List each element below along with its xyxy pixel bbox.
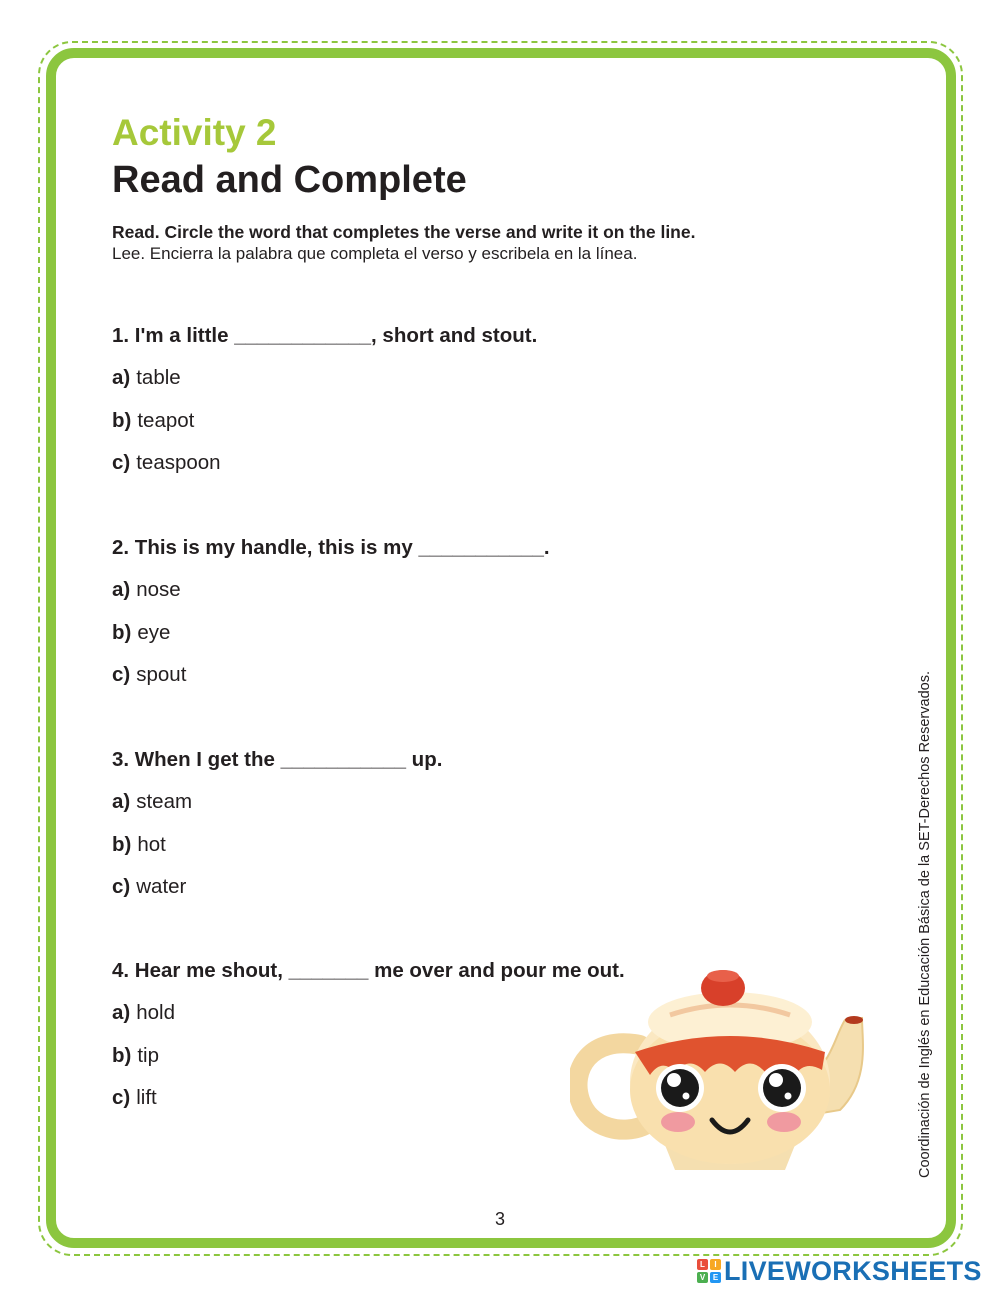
instruction-spanish: Lee. Encierra la palabra que completa el verso y escribela en la línea. bbox=[112, 244, 638, 263]
question-text: 4. Hear me shout, _______ me over and pour me out. bbox=[112, 959, 625, 982]
option-a[interactable] bbox=[112, 790, 732, 833]
liveworksheets-logo[interactable] bbox=[697, 1256, 982, 1286]
option-letter: b) bbox=[112, 1043, 132, 1067]
page-number: 3 bbox=[494, 1209, 505, 1229]
question-text: 2. This is my handle, this is my ___________. bbox=[112, 536, 550, 559]
question-1 bbox=[112, 324, 732, 494]
question-2 bbox=[112, 536, 732, 706]
option-letter: c) bbox=[112, 1086, 131, 1109]
option-word: water bbox=[136, 875, 187, 898]
option-word: tip bbox=[137, 1043, 160, 1067]
logo-icon bbox=[697, 1259, 721, 1283]
option-word: steam bbox=[136, 790, 193, 813]
option-word: lift bbox=[136, 1086, 157, 1109]
option-b[interactable] bbox=[112, 833, 732, 876]
option-word: teapot bbox=[137, 408, 195, 432]
option-letter: c) bbox=[112, 663, 131, 686]
copyright-note: Coordinación de Inglés en Educación Básica de la SET-Derechos Reservados. bbox=[917, 671, 933, 1178]
option-letter: a) bbox=[112, 578, 131, 601]
activity-label: Activity 2 bbox=[112, 112, 277, 153]
question-text: 1. I'm a little ____________, short and stout. bbox=[112, 324, 538, 347]
instruction-english: Read. Circle the word that completes the verse and write it on the line. bbox=[112, 222, 696, 242]
teapot-illustration bbox=[570, 960, 880, 1175]
option-letter: b) bbox=[112, 832, 132, 856]
option-letter: b) bbox=[112, 620, 132, 644]
option-a[interactable] bbox=[112, 578, 732, 621]
option-letter: a) bbox=[112, 790, 131, 813]
option-letter: c) bbox=[112, 451, 131, 474]
option-c[interactable] bbox=[112, 663, 732, 706]
option-word: nose bbox=[136, 578, 181, 601]
option-b[interactable] bbox=[112, 409, 732, 452]
question-3 bbox=[112, 748, 732, 918]
logo-text: LIVEWORKSHEETS bbox=[724, 1255, 982, 1286]
logo-letter: L bbox=[697, 1259, 708, 1270]
option-word: hold bbox=[136, 1001, 175, 1024]
option-word: spout bbox=[136, 663, 187, 686]
logo-letter: I bbox=[710, 1259, 721, 1270]
option-a[interactable] bbox=[112, 366, 732, 409]
option-c[interactable] bbox=[112, 451, 732, 494]
option-letter: b) bbox=[112, 408, 132, 432]
option-word: eye bbox=[137, 620, 171, 644]
option-word: teaspoon bbox=[136, 451, 221, 474]
option-letter: a) bbox=[112, 1001, 131, 1024]
option-letter: c) bbox=[112, 875, 131, 898]
question-text: 3. When I get the ___________ up. bbox=[112, 748, 443, 771]
option-letter: a) bbox=[112, 366, 131, 389]
option-word: table bbox=[136, 366, 181, 389]
logo-letter: V bbox=[697, 1272, 708, 1283]
page-title: Read and Complete bbox=[112, 159, 467, 201]
logo-letter: E bbox=[710, 1272, 721, 1283]
option-c[interactable] bbox=[112, 875, 732, 918]
option-b[interactable] bbox=[112, 621, 732, 664]
option-word: hot bbox=[137, 832, 166, 856]
